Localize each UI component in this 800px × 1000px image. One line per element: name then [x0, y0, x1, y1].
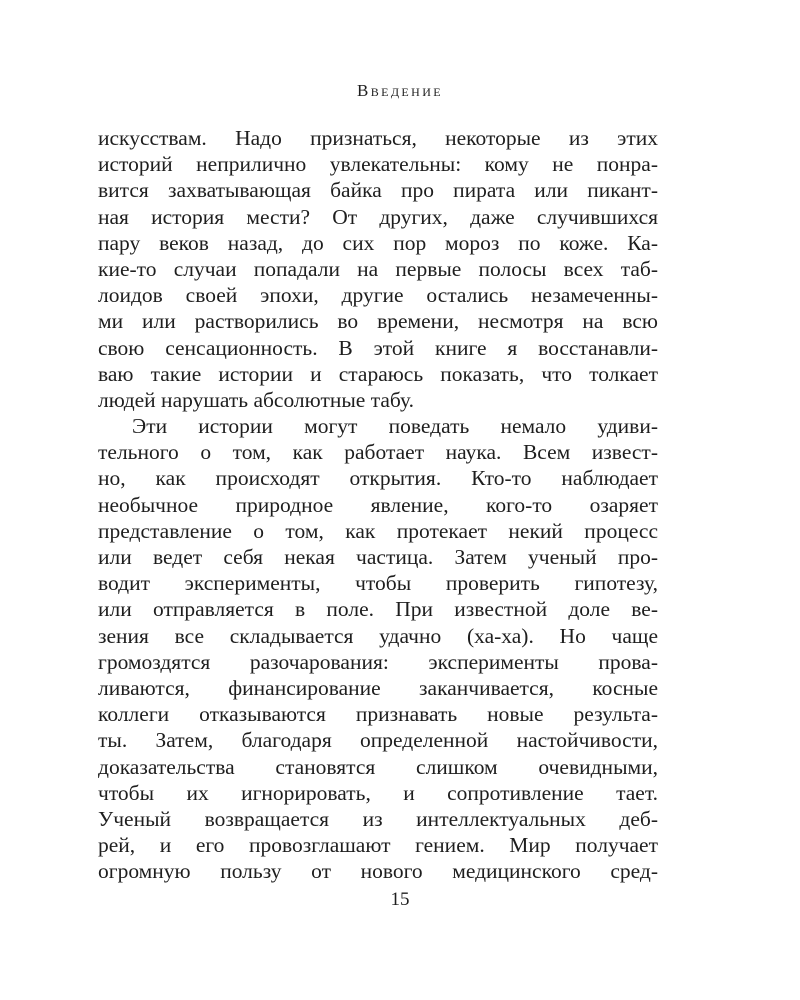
- paragraph-2: [98, 413, 658, 884]
- paragraph-1: [98, 125, 658, 413]
- text-line: тельного о том, как работает наука. Всем извест-: [98, 440, 658, 465]
- text-line: искусствам. Надо признаться, некоторые из этих: [98, 126, 658, 150]
- text-line: ми или растворились во времени, несмотря на всю: [98, 309, 658, 334]
- text-line: пару веков назад, до сих пор мороз по коже. Ка-: [98, 230, 658, 255]
- text-line: рей, и его провозглашают гением. Мир получает: [98, 833, 658, 858]
- text-line: громоздятся разочарования: эксперименты прова-: [98, 649, 658, 674]
- text-line: или отправляется в поле. При известной доле ве-: [98, 597, 658, 622]
- text-line: ная история мести? От других, даже случившихся: [98, 204, 658, 229]
- text-line: свою сенсационность. В этой книге я восстанавли-: [98, 335, 658, 360]
- text-line: водит эксперименты, чтобы проверить гипотезу,: [98, 571, 658, 596]
- text-line: зения все складывается удачно (ха-ха). Но чаще: [98, 623, 658, 648]
- text-line: но, как происходят открытия. Кто-то наблюдает: [98, 466, 658, 491]
- text-line: кие-то случаи попадали на первые полосы всех таб-: [98, 256, 658, 281]
- running-head: Введение: [356, 81, 444, 100]
- text-line: вится захватывающая байка про пирата или пикант-: [98, 178, 658, 203]
- text-line: чтобы их игнорировать, и сопротивление тает.: [98, 780, 658, 805]
- text-line: историй неприлично увлекательны: кому не понра-: [98, 152, 658, 177]
- text-line: огромную пользу от нового медицинского сред-: [98, 859, 658, 884]
- text-line: Эти истории могут поведать немало удиви-: [132, 414, 658, 439]
- text-line: коллеги отказываются признавать новые результа-: [98, 702, 658, 727]
- text-line: Ученый возвращается из интеллектуальных деб-: [98, 806, 658, 831]
- text-line: лоидов своей эпохи, другие остались незамеченны-: [98, 283, 658, 308]
- text-line: или ведет себя некая частица. Затем ученый про-: [98, 545, 658, 569]
- text-line: людей нарушать абсолютные табу.: [98, 387, 415, 412]
- text-line: ты. Затем, благодаря определенной настойчивости,: [98, 728, 658, 753]
- text-line: представление о том, как протекает некий процесс: [98, 518, 658, 543]
- text-line: ливаются, финансирование заканчивается, косные: [98, 675, 658, 700]
- text-line: ваю такие истории и стараюсь показать, что толкает: [98, 361, 658, 386]
- body-text: [98, 125, 658, 884]
- text-line: необычное природное явление, кого-то озаряет: [98, 492, 658, 517]
- page-number: 15: [390, 889, 410, 910]
- text-line: доказательства становятся слишком очевидными,: [98, 754, 658, 779]
